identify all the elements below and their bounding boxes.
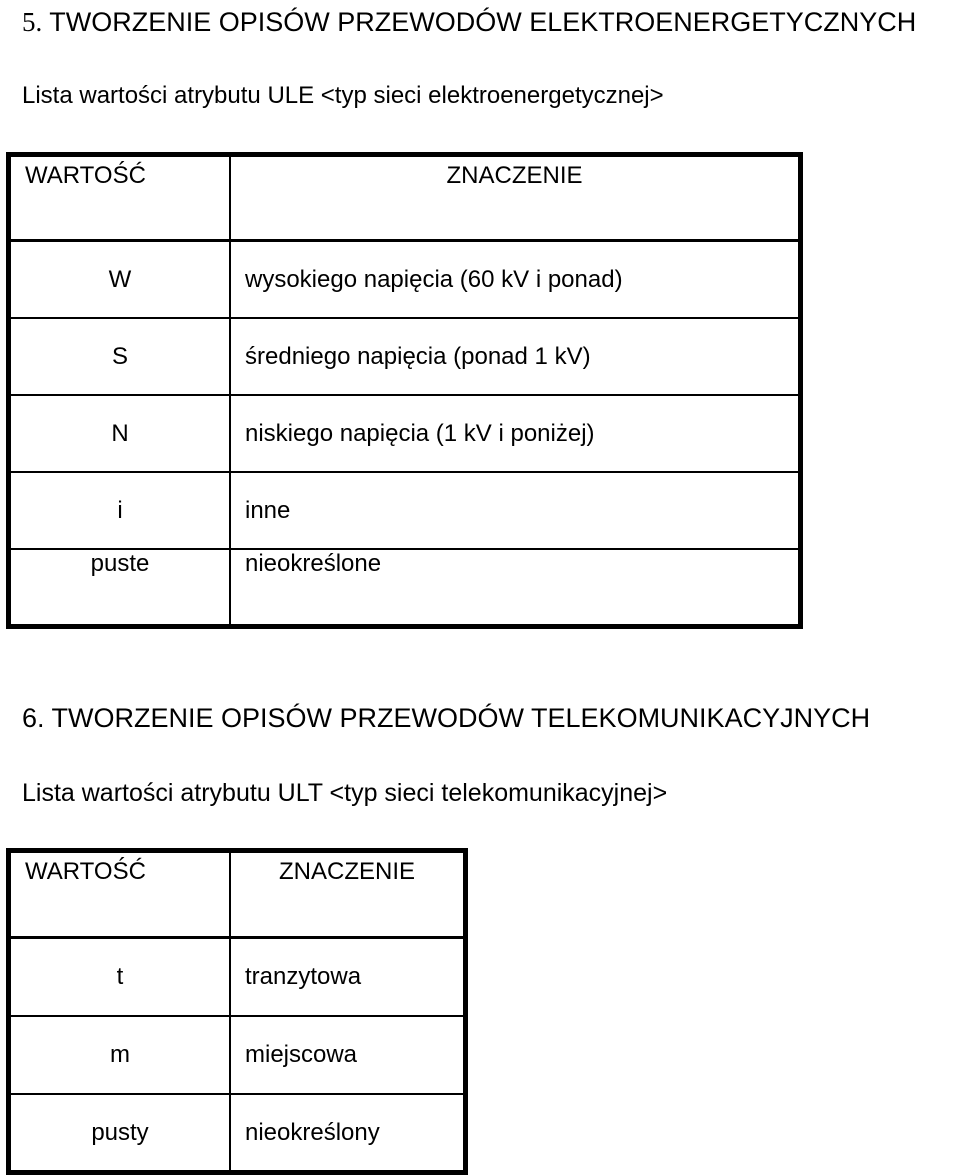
header-znaczenie: ZNACZENIE bbox=[230, 851, 466, 938]
value-cell: m bbox=[9, 1016, 231, 1094]
table-row bbox=[9, 938, 466, 1017]
section-5-number: 5. bbox=[22, 7, 43, 37]
table-row bbox=[9, 549, 801, 627]
meaning-cell: nieokreślone bbox=[245, 550, 382, 577]
meaning-cell: wysokiego napięcia (60 kV i ponad) bbox=[230, 241, 801, 319]
section-6-number: 6. bbox=[22, 703, 45, 733]
table-row bbox=[9, 395, 801, 472]
meaning-cell: miejscowa bbox=[230, 1016, 466, 1094]
meaning-cell: inne bbox=[230, 472, 801, 549]
table-row bbox=[9, 1094, 466, 1173]
meaning-cell: niskiego napięcia (1 kV i poniżej) bbox=[230, 395, 801, 472]
value-cell: S bbox=[9, 318, 231, 395]
meaning-cell: tranzytowa bbox=[230, 938, 466, 1017]
section-6-heading bbox=[22, 705, 870, 732]
meaning-cell: średniego napięcia (ponad 1 kV) bbox=[230, 318, 801, 395]
value-cell: pusty bbox=[9, 1094, 231, 1173]
section-6-title: TWORZENIE OPISÓW PRZEWODÓW TELEKOMUNIKACYJNYCH bbox=[51, 703, 871, 733]
value-cell: t bbox=[9, 938, 231, 1017]
value-cell: puste bbox=[9, 549, 231, 627]
meaning-cell: nieokreślony bbox=[245, 1118, 380, 1146]
value-cell: N bbox=[9, 395, 231, 472]
table-header-row bbox=[9, 851, 466, 938]
table-row bbox=[9, 318, 801, 395]
section-5-title: TWORZENIE OPISÓW PRZEWODÓW ELEKTROENERGETYCZNYCH bbox=[49, 7, 917, 37]
table-header-row bbox=[9, 155, 801, 241]
table-row bbox=[9, 472, 801, 549]
value-cell: W bbox=[9, 241, 231, 319]
header-wartosc: WARTOŚĆ bbox=[9, 851, 231, 938]
ule-values-table bbox=[6, 152, 803, 629]
header-wartosc: WARTOŚĆ bbox=[9, 155, 231, 241]
table-row bbox=[9, 1016, 466, 1094]
ult-values-table bbox=[6, 848, 468, 1175]
header-znaczenie: ZNACZENIE bbox=[230, 155, 801, 241]
table-row bbox=[9, 241, 801, 319]
value-cell: i bbox=[9, 472, 231, 549]
section-6-subtitle: Lista wartości atrybutu ULT <typ sieci telekomunikacyjnej> bbox=[22, 779, 668, 807]
section-5-subtitle: Lista wartości atrybutu ULE <typ sieci elektroenergetycznej> bbox=[22, 82, 664, 109]
section-5-heading bbox=[22, 9, 916, 36]
